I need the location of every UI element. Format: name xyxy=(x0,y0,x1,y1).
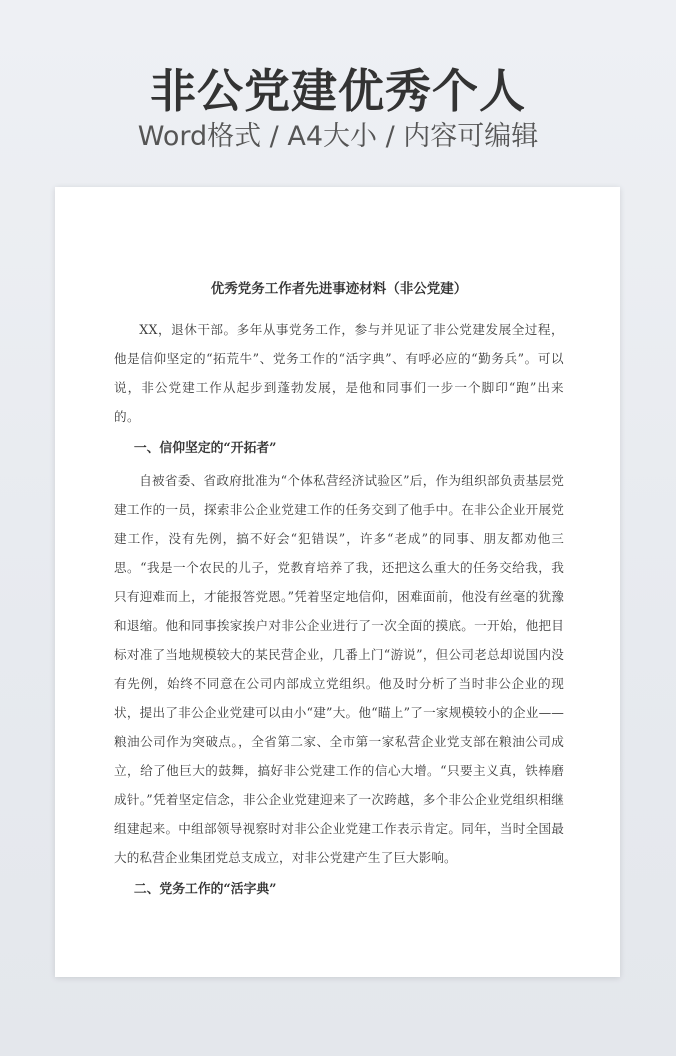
section-heading-2: 二、党务工作的“活字典” xyxy=(133,882,277,897)
section-1-paragraph: 自被省委、省政府批准为“个体私营经济试验区”后，作为组织部负责基层党建工作的一员，探索非公企业党建工作的任务交到了他手中。在非公企业开展党建工作，没有先例，搞不好会“犯错误”，许多“老成”的同事、朋友都劝他三思。“我是一个农民的儿子，党教育培养了我，还把这么重大的任务交给我，我只有迎难而上，才能报答党恩。”凭着坚定地信仰，困难面前，他没有丝毫的犹豫和退缩。他和同事挨家挨户对非公企业进行了一次全面的摸底。一开始，他把目标对准了当地规模较大的某民营企业，几番上门“游说”，但公司老总却说国内没有先例，始终不同意在公司内部成立党组织。他及时分析了当时非公企业的现状，提出了非公企业党建可以由小“建”大。他“瞄上”了一家规模较小的企业——粮油公司作为突破点。，全省第二家、全市第一家私营企业党支部在粮油公司成立，给了他巨大的鼓舞，搞好非公党建工作的信心大增。“只要主义真，铁棒磨成针。”凭着坚定信念，非公企业党建迎来了一次跨越，多个非公企业党组织相继组建起来。中组部领导视察时对非公企业党建工作表示肯定。同年，当时全国最大的私营企业集团党总支成立，对非公党建产生了巨大影响。 xyxy=(114,473,564,865)
intro-paragraph: XX，退休干部。多年从事党务工作，参与并见证了非公党建发展全过程，他是信仰坚定的“拓荒牛”、党务工作的“活字典”、有呼必应的“勤务兵”。可以说，非公党建工作从起步到蓬勃发展，是他和同事们一步一个脚印“跑”出来的。 xyxy=(114,322,564,424)
document-title: 优秀党务工作者先进事迹材料（非公党建） xyxy=(210,281,468,297)
banner-title: 非公党建优秀个人 xyxy=(150,64,526,118)
banner-subtitle: Word格式 / A4大小 / 内容可编辑 xyxy=(137,121,539,152)
banner xyxy=(0,0,676,180)
document-body xyxy=(114,279,564,907)
document-page xyxy=(55,187,620,977)
section-heading-1: 一、信仰坚定的“开拓者” xyxy=(133,441,277,456)
